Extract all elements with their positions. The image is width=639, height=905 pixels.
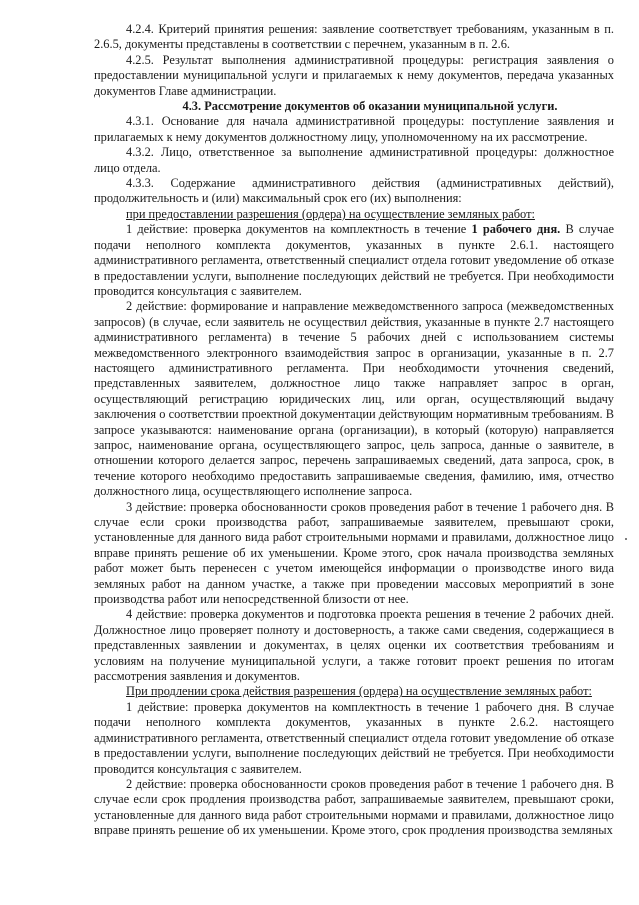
paragraph-4-2-4: 4.2.4. Критерий принятия решения: заявление соответствует требованиям, указанным в п. 2.6.5, документы представлены в соответствии с перечнем, указанным в п. 2.6. xyxy=(94,22,614,52)
action-2-extend: 2 действие: проверка обоснованности сроков проведения работ в течение 1 рабочего дня. В случае если срок продления производства работ, запрашиваемые заявителем, превышают сроки, установленные для данного вида работ строительными нормами и правилами, должностное лицо вправе принять решение об их уменьшении. Кроме этого, срок продления производства земляных xyxy=(94,776,614,838)
paragraph-4-3-3: 4.3.3. Содержание административного действия (административных действий), продолжительность и (или) максимальный срок его (их) выполнения: xyxy=(94,176,614,206)
action-3-grant: 3 действие: проверка обоснованности сроков проведения работ в течение 1 рабочего дня. В случае если сроки производства работ, запрашиваемые заявителем, превышают сроки, установленные для данного вида работ строительными нормами и правилами, должностное лицо вправе принять решение об их уменьшении. Кроме этого, срок начала производства земляных работ может быть перенесен с учетом имеющейся информации о производстве иного вида земляных работ на данном участке, а также при проведении массовых мероприятий в зоне производства работ или непосредственной близости от нее. xyxy=(94,499,614,607)
action-2-grant: 2 действие: формирование и направление межведомственного запроса (межведомственных запросов) (в случае, если заявитель не осуществил действия, указанные в пункте 2.7 настоящего административного регламента) в течение 5 рабочих дней с использованием системы межведомственного электронного взаимодействия запрос в организации, указанные в п. 2.7 настоящего административного регламента. При необходимости уточнения сведений, представленных заявителем, должностное лицо также направляет запрос в орган, осуществляющий регистрацию юридических лиц, или орган, осуществляющий выдачу заключения о соответствии проектной документации действующим нормативным требованиям. В запросе указываются: наименование органа (организации), в который (которую) направляется запрос, наименование органа, осуществляющего запрос, цель запроса, данные о заявителе, в отношении которого делается запрос, перечень запрашиваемых сведений, дата запроса, срок, в течение которого необходимо предоставить запрашиваемые сведения, фамилию, имя, отчество должностного лица, осуществляющего исполнение запроса. xyxy=(94,299,614,499)
action-1-grant-post: В случае подачи неполного комплекта документов, указанных в пункте 2.6.1. настоящего административного регламента, ответственный специалист отдела готовит уведомление об отказе в предоставлении услуги, выполнение последующих действий не требуется. При необходимости проводится консультация с заявителем. xyxy=(94,222,615,298)
scan-speck xyxy=(625,538,627,540)
action-1-grant-bold: 1 рабочего дня. xyxy=(471,222,561,237)
subheading-extend-permit xyxy=(94,684,614,699)
action-1-grant-pre: 1 действие: проверка документов на комплектность в течение xyxy=(126,222,472,237)
action-1-grant xyxy=(94,222,614,299)
action-4-grant: 4 действие: проверка документов и подготовка проекта решения в течение 2 рабочих дней. Должностное лицо проверяет полноту и достоверность, а также сами сведения, содержащиеся в представленных заявлении и документах, в целях оценки их соответствия требованиям и условиям на получение муниципальной услуги, а также готовит проект решения по итогам рассмотрения заявления и документов. xyxy=(94,607,614,684)
subheading-extend-permit-text: При продлении срока действия разрешения (ордера) на осуществление земляных работ: xyxy=(126,684,592,699)
subheading-grant-permit xyxy=(94,207,614,222)
paragraph-4-3-2: 4.3.2. Лицо, ответственное за выполнение административной процедуры: должностное лицо отдела. xyxy=(94,145,614,175)
paragraph-4-3-1: 4.3.1. Основание для начала административной процедуры: поступление заявления и прилагаемых к нему документов должностному лицу, уполномоченному на их рассмотрение. xyxy=(94,114,614,144)
section-heading-4-3 xyxy=(94,99,614,114)
action-1-extend: 1 действие: проверка документов на комплектность в течение 1 рабочего дня. В случае подачи неполного комплекта документов, указанных в пункте 2.6.2. настоящего административного регламента, ответственный специалист отдела готовит уведомление об отказе в предоставлении услуги, выполнение последующих действий не требуется. При необходимости проводится консультация с заявителем. xyxy=(94,699,614,776)
section-heading-text: 4.3. Рассмотрение документов об оказании муниципальной услуги. xyxy=(182,99,558,114)
subheading-grant-permit-text: при предоставлении разрешения (ордера) на осуществление земляных работ: xyxy=(126,206,535,221)
paragraph-4-2-5: 4.2.5. Результат выполнения административной процедуры: регистрация заявления о предоставлении муниципальной услуги и прилагаемых к нему документов, передача указанных документов Главе администрации. xyxy=(94,52,614,98)
document-page xyxy=(94,22,614,839)
